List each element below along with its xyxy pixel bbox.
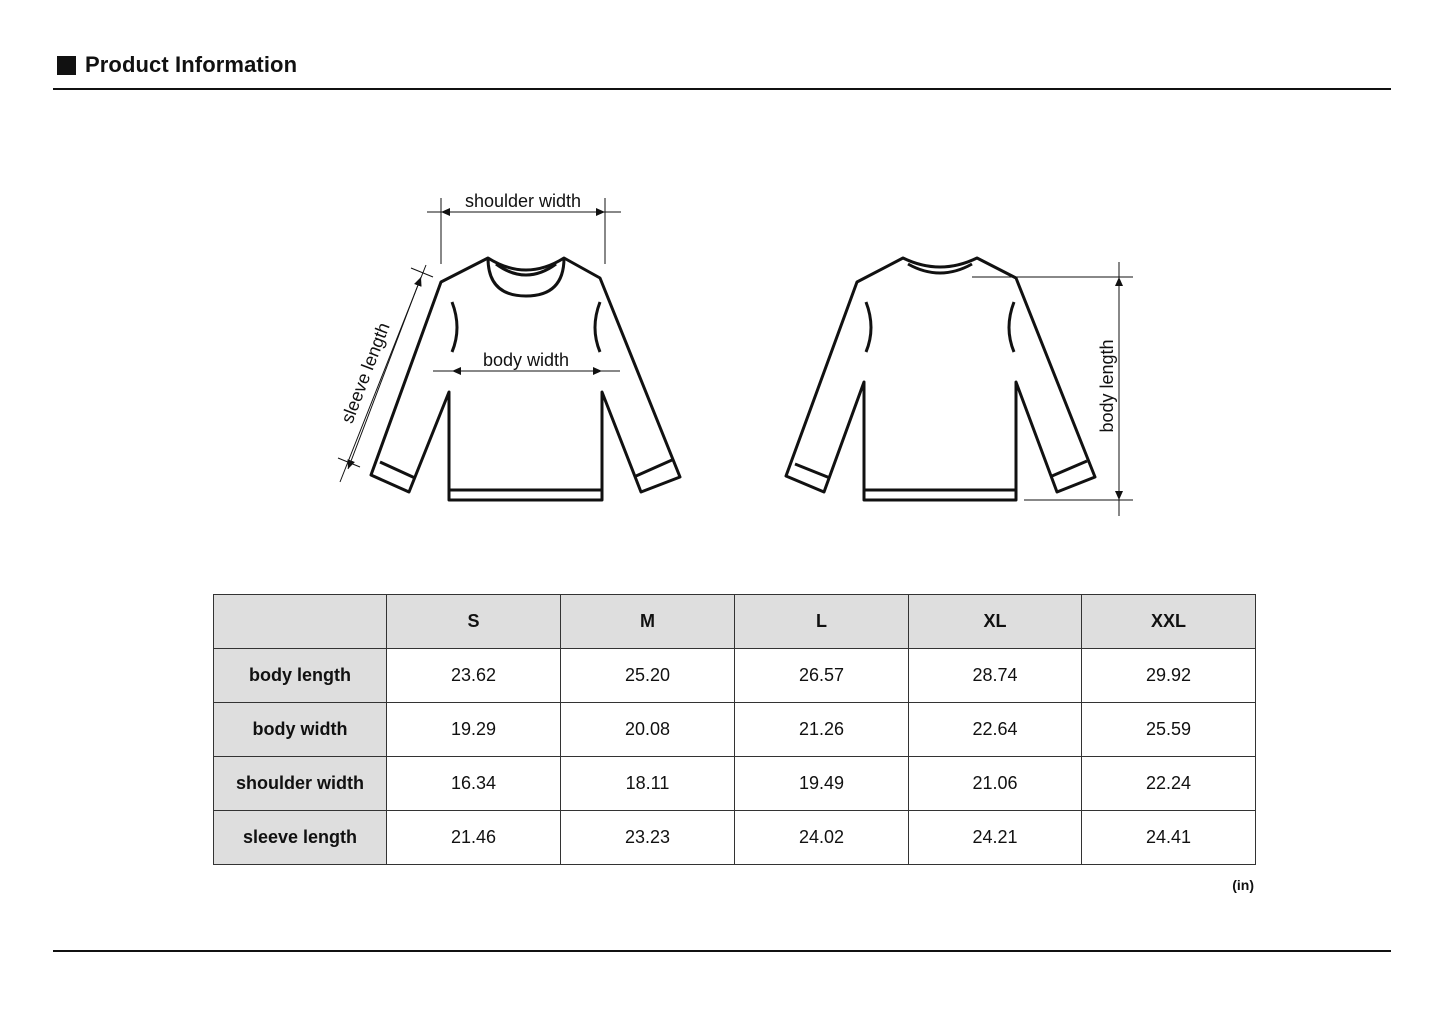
size-header: XXL [1082,595,1256,649]
size-header: S [387,595,561,649]
body-width-label: body width [482,350,570,370]
table-cell: 16.34 [387,757,561,811]
back-sweatshirt-icon [786,258,1095,500]
table-cell: 22.24 [1082,757,1256,811]
bottom-divider [53,950,1391,952]
table-row [214,757,1256,811]
table-corner-cell [214,595,387,649]
row-label: body length [214,649,387,703]
size-header: L [735,595,909,649]
sleeve-length-label: sleeve length [337,319,394,426]
table-cell: 29.92 [1082,649,1256,703]
table-cell: 28.74 [909,649,1082,703]
front-sweatshirt-icon [371,258,680,500]
shoulder-width-label: shoulder width [464,191,582,211]
table-cell: 23.62 [387,649,561,703]
page-title: Product Information [85,52,298,77]
table-row [214,811,1256,865]
table-cell: 24.02 [735,811,909,865]
unit-note: (in) [1232,877,1254,893]
table-cell: 23.23 [561,811,735,865]
table-cell: 26.57 [735,649,909,703]
table-row [214,703,1256,757]
table-cell: 25.59 [1082,703,1256,757]
table-cell: 19.29 [387,703,561,757]
row-label: shoulder width [214,757,387,811]
size-header: XL [909,595,1082,649]
table-cell: 25.20 [561,649,735,703]
table-cell: 18.11 [561,757,735,811]
body-length-label: body length [1097,339,1117,433]
table-row [214,649,1256,703]
row-label: sleeve length [214,811,387,865]
table-cell: 21.26 [735,703,909,757]
size-header: M [561,595,735,649]
table-header-row [214,595,1256,649]
table-cell: 19.49 [735,757,909,811]
table-cell: 24.41 [1082,811,1256,865]
table-cell: 22.64 [909,703,1082,757]
size-chart-table [213,594,1256,865]
table-cell: 24.21 [909,811,1082,865]
table-cell: 21.46 [387,811,561,865]
table-cell: 20.08 [561,703,735,757]
table-cell: 21.06 [909,757,1082,811]
row-label: body width [214,703,387,757]
